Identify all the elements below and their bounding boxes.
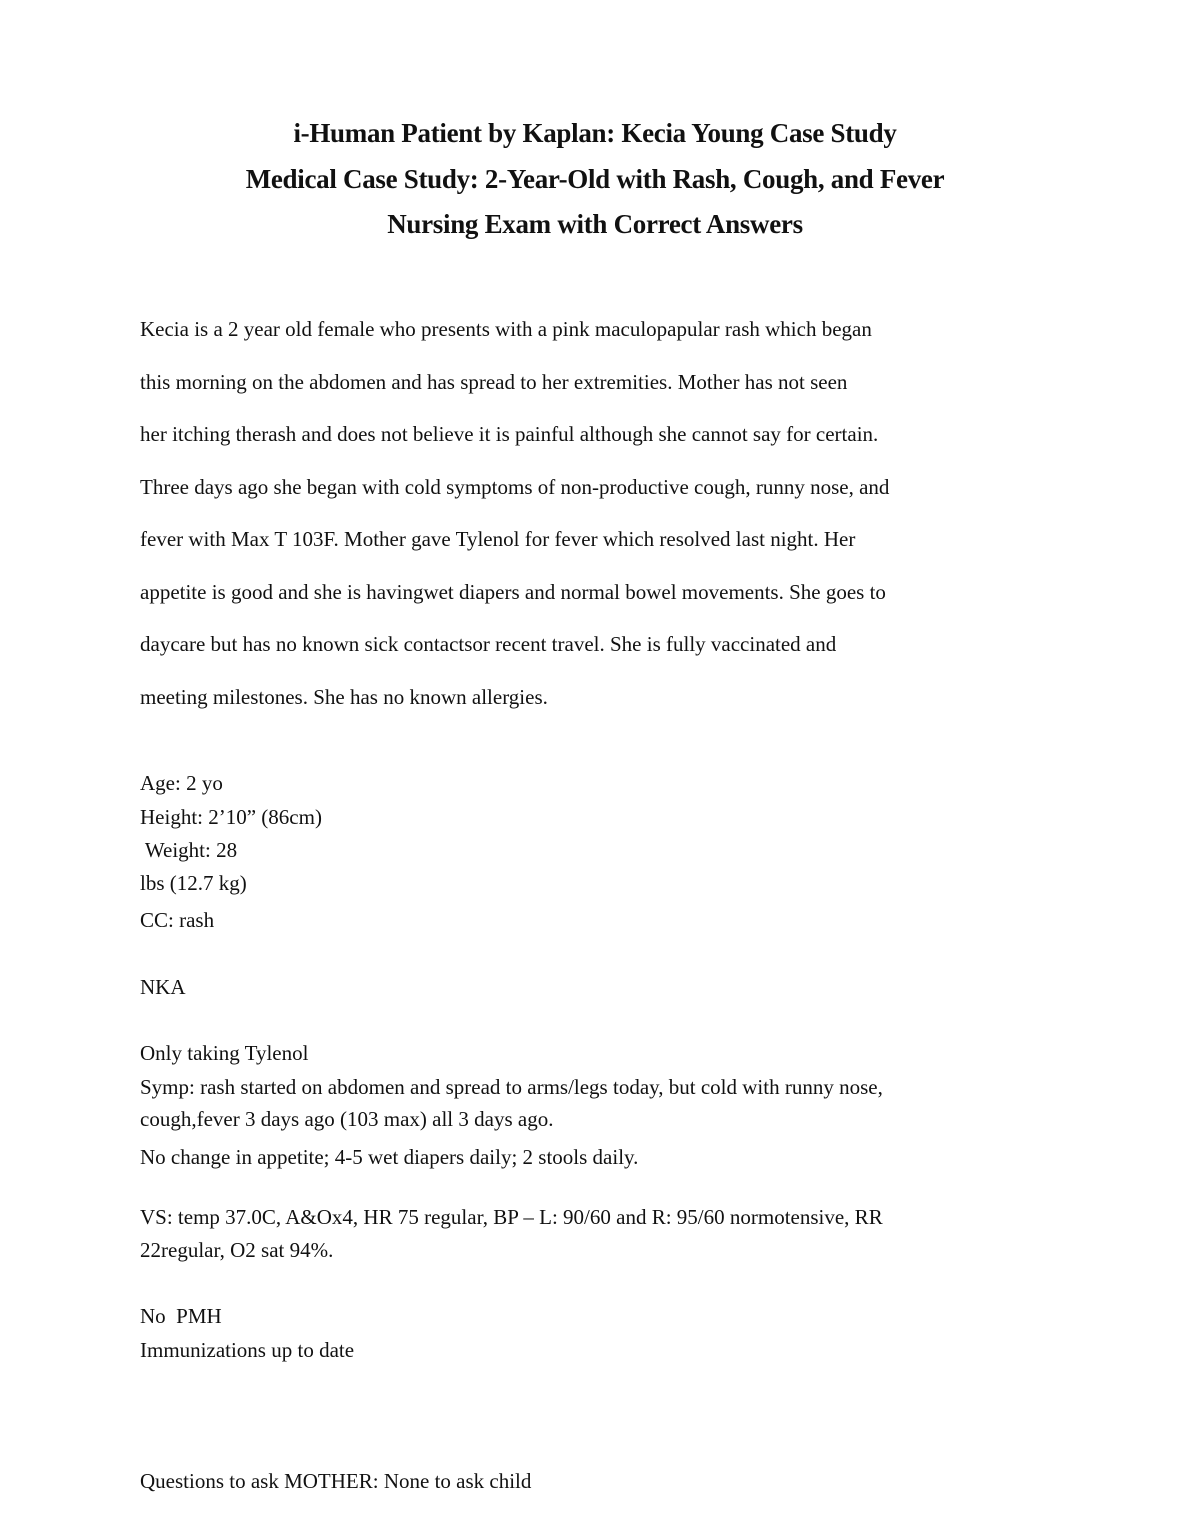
paragraph-line: her itching therash and does not believe it is painful although she cannot say for certain. [140,422,879,446]
title-line: Medical Case Study: 2-Year-Old with Rash, Cough, and Fever [245,164,945,194]
age: Age: 2 yo [140,771,223,795]
intake-output: No change in appetite; 4-5 wet diapers daily; 2 stools daily. [140,1145,639,1169]
paragraph-line: appetite is good and she is havingwet diapers and normal bowel movements. She goes to [140,580,886,604]
paragraph-line: fever with Max T 103F. Mother gave Tylenol for fever which resolved last night. Her [140,527,856,551]
paragraph-line: Kecia is a 2 year old female who presents with a pink maculopapular rash which began [140,317,872,341]
immunizations: Immunizations up to date [140,1338,355,1362]
title-line: i-Human Patient by Kaplan: Kecia Young Case Study [293,118,897,148]
paragraph-line: this morning on the abdomen and has spread to her extremities. Mother has not seen [140,370,848,394]
title-line: Nursing Exam with Correct Answers [387,209,803,239]
past-medical-history: No PMH [140,1304,222,1328]
vital-signs-line: 22regular, O2 sat 94%. [140,1238,334,1262]
chief-complaint: CC: rash [140,908,215,932]
medications: Only taking Tylenol [140,1041,309,1065]
paragraph-line: daycare but has no known sick contactsor recent travel. She is fully vaccinated and [140,632,837,656]
symptoms-line: Symp: rash started on abdomen and spread to arms/legs today, but cold with runny nose, [140,1075,883,1099]
paragraph-line: meeting milestones. She has no known allergies. [140,685,548,709]
weight: Weight: 28 [140,838,238,862]
vital-signs-line: VS: temp 37.0C, A&Ox4, HR 75 regular, BP – L: 90/60 and R: 95/60 normotensive, RR [140,1205,883,1229]
weight-kg: lbs (12.7 kg) [140,871,247,895]
paragraph-line: Three days ago she began with cold symptoms of non-productive cough, runny nose, and [140,475,890,499]
height: Height: 2’10” (86cm) [140,805,322,829]
questions-heading: Questions to ask MOTHER: None to ask child [140,1469,532,1493]
symptoms-line: cough,fever 3 days ago (103 max) all 3 days ago. [140,1107,554,1131]
allergies: NKA [140,975,186,999]
